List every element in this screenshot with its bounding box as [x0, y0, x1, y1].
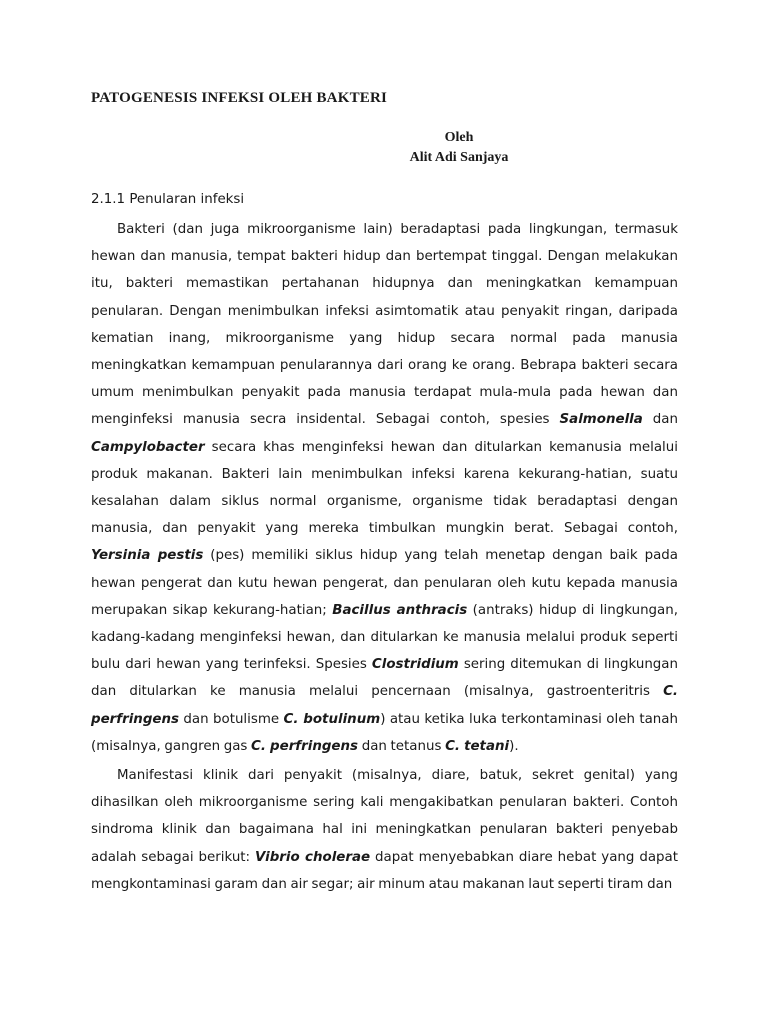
species-name: Campylobacter — [91, 439, 205, 455]
author-name: Alit Adi Sanjaya — [409, 150, 509, 165]
species-name: Vibrio cholerae — [255, 849, 371, 865]
species-name: C. perfringens — [91, 684, 678, 727]
species-name: Clostridium — [371, 657, 459, 673]
text-run: (pes) memiliki siklus hidup yang telah menetap dengan baik pada hewan pengerat dan kutu hewan pengerat, dan penularan oleh kutu kepada manusia merupakan sikap kekurang-hatian; — [91, 548, 678, 618]
text-run: dan tetanus — [358, 738, 446, 754]
text-run: dan botulisme — [179, 711, 284, 727]
text-run: Manifestasi klinik dari penyakit (misalnya, diare, batuk, sekret genital) yang dihasilkan oleh mikroorganisme sering kali mengakibatkan penularan bakteri. Contoh sindroma klinik dan bagaimana hal ini meningkatkan penularan bakteri penyebab adalah sebagai berikut: — [91, 768, 678, 865]
text-run: secara khas menginfeksi hewan dan ditularkan kemanusia melalui produk makanan. Bakteri lain menimbulkan infeksi karena kekurang-hatian, suatu kesalahan dalam siklus normal organisme, organisme tidak beradaptasi dengan manusia, dan penyakit yang mereka timbulkan mungkin berat. Sebagai contoh, — [91, 439, 678, 537]
text-run: dapat menyebabkan diare hebat yang dapat mengkontaminasi garam dan air segar; air minum atau makanan laut seperti tiram dan — [91, 849, 678, 892]
byline — [0, 128, 768, 168]
paragraph-1 — [91, 216, 678, 760]
species-name: C. tetani — [445, 738, 510, 754]
paragraph-2 — [91, 762, 678, 898]
species-name: Bacillus anthracis — [332, 602, 468, 618]
document-title: PATOGENESIS INFEKSI OLEH BAKTERI — [91, 90, 388, 106]
species-name: C. perfringens — [251, 738, 359, 754]
species-name: C. botulinum — [283, 711, 381, 727]
text-run: dan — [642, 412, 678, 428]
text-run: ). — [509, 738, 519, 754]
species-name: Salmonella — [559, 412, 643, 428]
text-run: ) atau ketika luka terkontaminasi oleh tanah (misalnya, gangren gas — [91, 711, 678, 754]
byline-label: Oleh — [444, 130, 474, 145]
species-name: Yersinia pestis — [91, 548, 204, 564]
section-heading: 2.1.1 Penularan infeksi — [91, 192, 245, 207]
text-run: Bakteri (dan juga mikroorganisme lain) beradaptasi pada lingkungan, termasuk hewan dan manusia, tempat bakteri hidup dan bertempat tinggal. Dengan melakukan itu, bakteri memastikan pertahanan hidupnya dan meningkatkan kemampuan penularan. Dengan menimbulkan infeksi asimtomatik atau penyakit ringan, daripada kematian inang, mikroorganisme yang hidup secara normal pada manusia meningkatkan kemampuan penularannya dari orang ke orang. Bebrapa bakteri secara umum menimbulkan penyakit pada manusia terdapat mula-mula pada hewan dan menginfeksi manusia secra insidental. Sebagai contoh, spesies — [91, 222, 678, 428]
text-run: (antraks) hidup di lingkungan, kadang-kadang menginfeksi hewan, dan ditularkan ke manusia melalui produk seperti bulu dari hewan yang terinfeksi. Spesies — [91, 602, 679, 673]
text-run: sering ditemukan di lingkungan dan ditularkan ke manusia melalui pencernaan (misalnya, gastroenteritris — [91, 657, 678, 700]
